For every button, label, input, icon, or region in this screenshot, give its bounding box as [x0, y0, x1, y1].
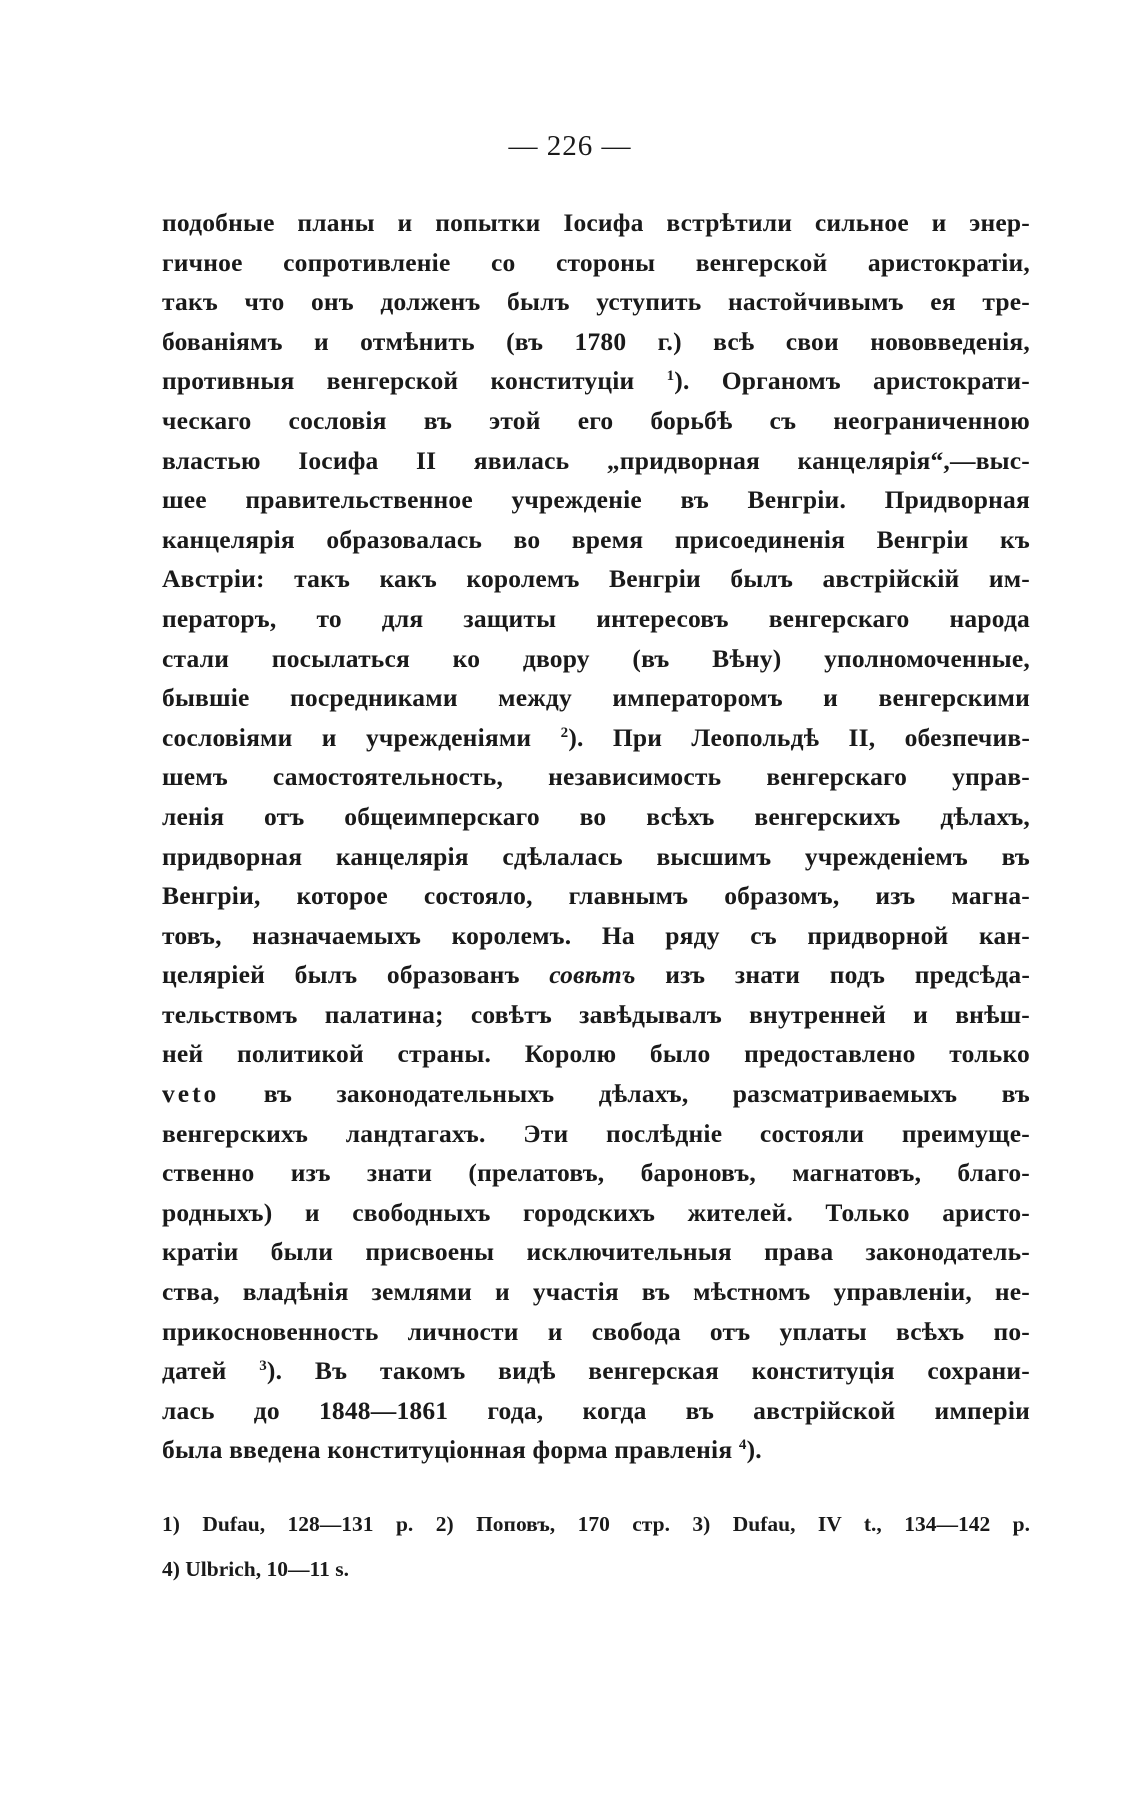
- text-line: [162, 1074, 1030, 1114]
- text-line: [162, 955, 1030, 995]
- text-segment: ). При Леопольдѣ II, обезпечив-: [568, 722, 1031, 752]
- text-segment: сословіями и учрежденіями: [162, 722, 532, 752]
- footnote-mark: 1: [666, 368, 675, 385]
- text-line: товъ, назначаемыхъ королемъ. На ряду съ придворной кан-: [162, 920, 1030, 950]
- text-line: придворная канцелярія сдѣлалась высшимъ учрежденіемъ въ: [162, 841, 1030, 871]
- text-line: лась до 1848—1861 года, когда въ австрійской имперіи: [162, 1395, 1030, 1425]
- text-segment: датей: [162, 1356, 227, 1386]
- text-line: шемъ самостоятельность, независимость венгерскаго управ-: [162, 762, 1030, 792]
- text-line: ператоръ, то для защиты интересовъ венгерскаго народа: [162, 603, 1030, 633]
- text-line: ней политикой страны. Королю было предоставлено только: [162, 1039, 1030, 1069]
- text-segment: ). Въ такомъ видѣ венгерская конституція сохрани-: [266, 1356, 1030, 1386]
- text-line: венгерскихъ ландтагахъ. Эти послѣдніе состояли преимуще-: [162, 1118, 1030, 1148]
- text-segment: ). Органомъ аристократи-: [674, 366, 1030, 396]
- text-line: такъ что онъ долженъ былъ уступить настойчивымъ ея тре-: [162, 287, 1030, 317]
- text-segment: противныя венгерской конституціи: [162, 366, 635, 396]
- text-line: властью Іосифа II явилась „придворная канцелярія“,—выс-: [162, 445, 1030, 475]
- footnote-line: 4) Ulbrich, 10—11 s.: [162, 1557, 349, 1581]
- text-segment: въ законодательныхъ дѣлахъ, разсматриваемыхъ въ: [263, 1079, 1030, 1109]
- text-line: [162, 1430, 1030, 1470]
- text-segment: изъ знати подъ предсѣда-: [665, 960, 1031, 990]
- text-line: канцелярія образовалась во время присоединенія Венгріи къ: [162, 524, 1030, 554]
- body-text: [162, 203, 1030, 1470]
- text-line: тельствомъ палатина; совѣтъ завѣдывалъ внутренней и внѣш-: [162, 999, 1030, 1029]
- text-line: гичное сопротивленіе со стороны венгерской аристократіи,: [162, 247, 1030, 277]
- footnote-line: 1) Dufau, 128—131 p. 2) Поповъ, 170 стр. 3) Dufau, IV t., 134—142 p.: [162, 1512, 1030, 1536]
- text-segment: была введена конституціонная форма правленія: [162, 1435, 733, 1465]
- text-line: бывшіе посредниками между императоромъ и венгерскими: [162, 683, 1030, 713]
- footnote-mark: 4: [738, 1437, 747, 1454]
- text-line: подобные планы и попытки Іосифа встрѣтили сильное и энер-: [162, 208, 1030, 237]
- text-line: стали посылаться ко двору (въ Вѣну) уполномоченные,: [162, 643, 1030, 673]
- footnote-mark: 2: [560, 724, 569, 741]
- footnotes: [162, 1502, 1030, 1592]
- text-line: ства, владѣнія землями и участія въ мѣстномъ управленіи, не-: [162, 1277, 1030, 1307]
- italic-word: совѣтъ: [549, 960, 636, 990]
- text-line: Австріи: такъ какъ королемъ Венгріи былъ австрійскій им-: [162, 564, 1030, 594]
- footnote-mark: 3: [259, 1358, 267, 1375]
- text-segment: целяріей былъ образованъ: [162, 960, 520, 990]
- text-line: [162, 1351, 1030, 1391]
- text-line: шее правительственное учрежденіе въ Венгріи. Придворная: [162, 485, 1030, 515]
- text-segment: ).: [746, 1435, 762, 1465]
- spaced-word: veto: [162, 1079, 220, 1109]
- text-line: родныхъ) и свободныхъ городскихъ жителей. Только аристо-: [162, 1197, 1030, 1227]
- text-line: [162, 361, 1030, 401]
- text-line: Венгріи, которое состояло, главнымъ образомъ, изъ магна-: [162, 881, 1030, 911]
- text-line: прикосновенность личности и свобода отъ уплаты всѣхъ по-: [162, 1316, 1030, 1346]
- text-line: бованіямъ и отмѣнить (въ 1780 г.) всѣ свои нововведенія,: [162, 326, 1030, 356]
- text-line: ленія отъ общеимперскаго во всѣхъ венгерскихъ дѣлахъ,: [162, 801, 1030, 831]
- text-line: ческаго сословія въ этой его борьбѣ съ неограниченною: [162, 405, 1030, 435]
- text-line: ственно изъ знати (прелатовъ, бароновъ, магнатовъ, благо-: [162, 1158, 1030, 1188]
- page-number: — 226 —: [508, 130, 632, 162]
- text-line: [162, 718, 1030, 758]
- text-line: кратіи были присвоены исключительныя права законодатель-: [162, 1237, 1030, 1267]
